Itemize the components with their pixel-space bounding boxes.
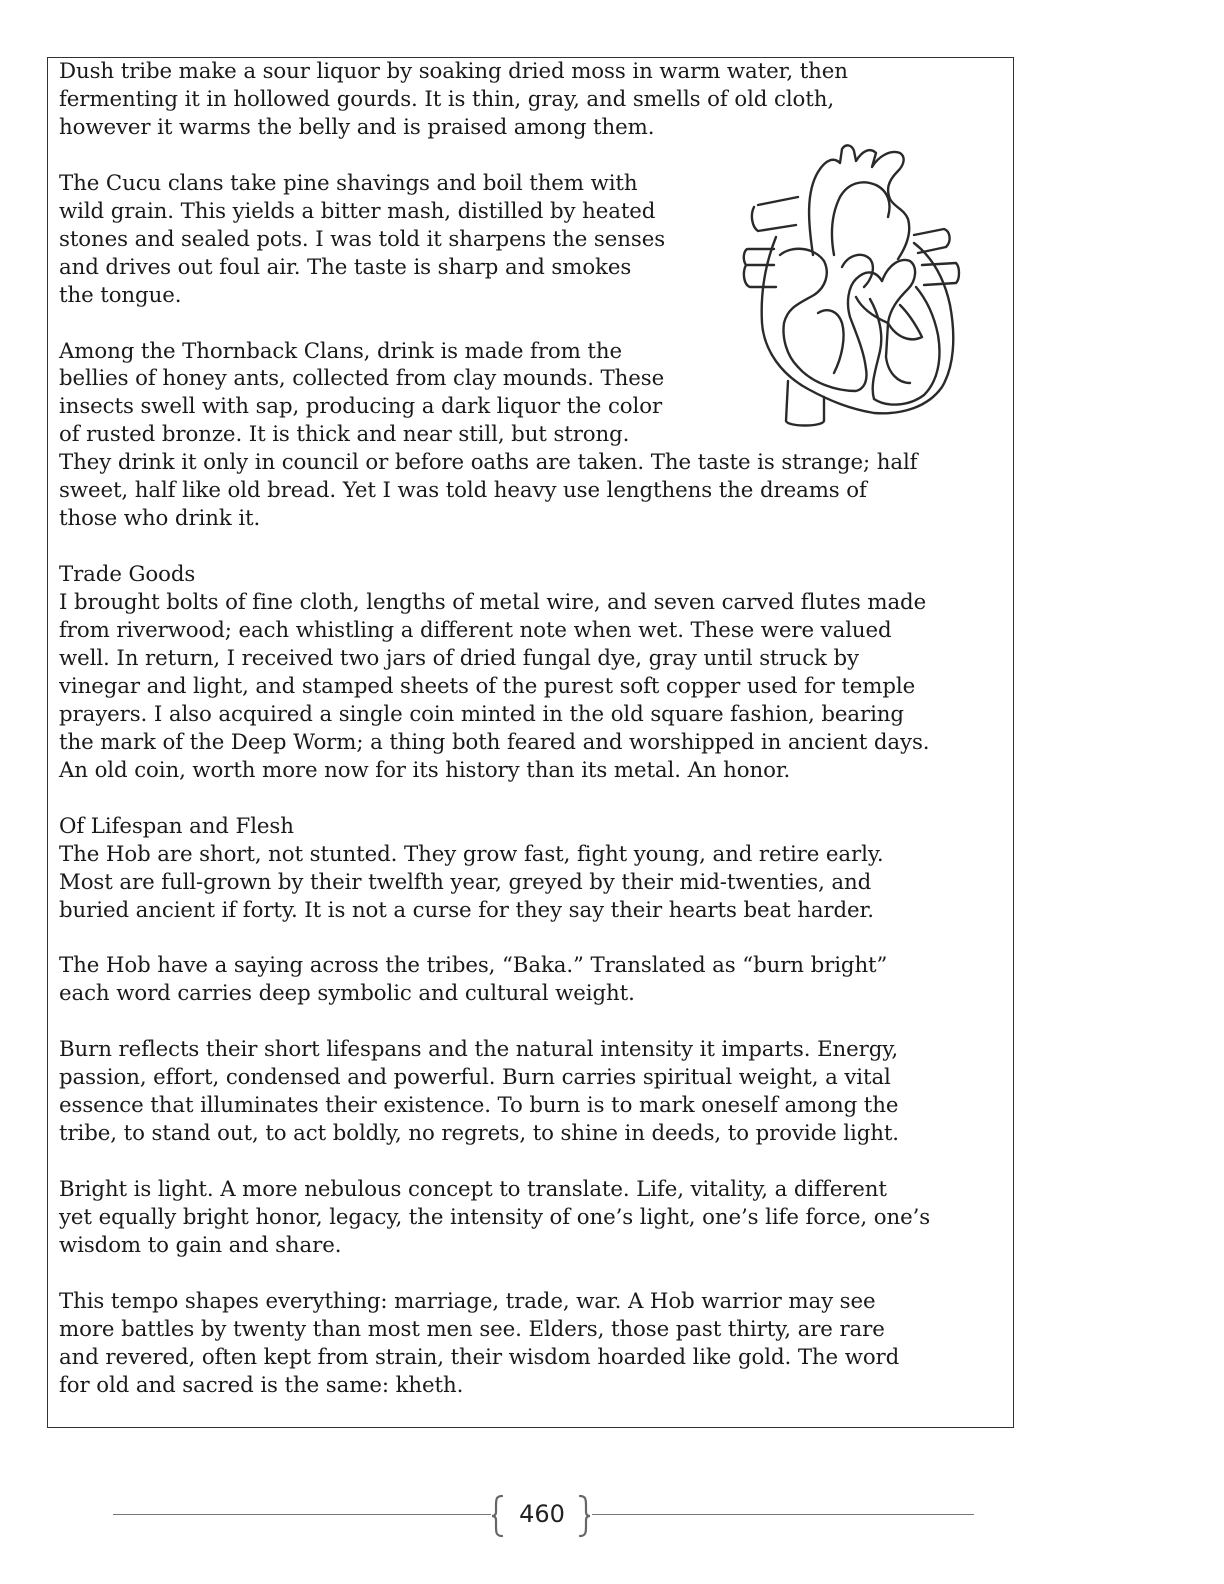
text-line: insects swell with sap, producing a dark liquor the color [59,394,663,420]
text-line: for old and sacred is the same: kheth. [59,1372,464,1398]
text-line: The Cucu clans take pine shavings and boil them with [59,170,638,196]
text-line: the tongue. [59,282,182,308]
text-line: wild grain. This yields a bitter mash, distilled by heated [59,198,656,224]
footer-rule-right [592,1514,974,1515]
text-line: however it warms the belly and is praised among them. [59,114,655,140]
text-line: The Hob have a saying across the tribes, “Baka.” Translated as “burn bright” [59,953,888,979]
paragraph-burn [59,1036,1009,1148]
left-brace-icon [490,1494,504,1538]
text-line: Bright is light. A more nebulous concept to translate. Life, vitality, a different [59,1177,887,1203]
text-line: the mark of the Deep Worm; a thing both feared and worshipped in ancient days. [59,729,930,755]
text-line: from riverwood; each whistling a different note when wet. These were valued [59,618,892,644]
text-line: prayers. I also acquired a single coin minted in the old square fashion, bearing [59,701,904,727]
text-line: wisdom to gain and share. [59,1232,342,1258]
text-line: I brought bolts of fine cloth, lengths of metal wire, and seven carved flutes made [59,590,927,616]
text-line: Most are full-grown by their twelfth year, greyed by their mid-twenties, and [59,869,872,895]
text-line: Among the Thornback Clans, drink is made from the [59,338,622,364]
text-line: each word carries deep symbolic and cultural weight. [59,981,635,1007]
text-line: stones and sealed pots. I was told it sharpens the senses [59,226,666,252]
text-line: yet equally bright honor, legacy, the intensity of one’s light, one’s life force, one’s [59,1204,931,1230]
text-line: An old coin, worth more now for its history than its metal. An honor. [59,757,791,783]
text-line: Dush tribe make a sour liquor by soaking dried moss in warm water, then [59,59,848,84]
text-line: tribe, to stand out, to act boldly, no regrets, to shine in deeds, to provide light. [59,1121,899,1147]
section-trade-goods [59,561,1009,785]
text-line: and drives out foul air. The taste is sharp and smokes [59,254,632,280]
text-line: This tempo shapes everything: marriage, trade, war. A Hob warrior may see [59,1288,876,1314]
right-brace-icon [578,1494,592,1538]
paragraph-tempo [59,1288,1009,1400]
text-line: well. In return, I received two jars of dried fungal dye, gray until struck by [59,645,859,671]
text-line: sweet, half like old bread. Yet I was told heavy use lengthens the dreams of [59,478,867,504]
text-line: bellies of honey ants, collected from clay mounds. These [59,366,665,392]
section-lifespan [59,813,1009,925]
heart-anatomy-icon [738,137,966,432]
text-line: of rusted bronze. It is thick and near still, but strong. [59,422,630,448]
text-line: Burn reflects their short lifespans and the natural intensity it imparts. Energy, [59,1037,899,1063]
section-heading: Of Lifespan and Flesh [59,813,294,839]
text-line: They drink it only in council or before oaths are taken. The taste is strange; half [59,450,918,476]
paragraph-dush [59,58,1009,142]
text-line: essence that illuminates their existence. To burn is to mark oneself among the [59,1093,899,1119]
footer-rule-left [113,1514,491,1515]
text-line: those who drink it. [59,506,261,532]
section-heading: Trade Goods [59,562,196,588]
paragraph-baka [59,952,1009,1008]
text-line: and revered, often kept from strain, their wisdom hoarded like gold. The word [59,1344,900,1370]
text-line: passion, effort, condensed and powerful. Burn carries spiritual weight, a vital [59,1065,891,1091]
text-line: The Hob are short, not stunted. They grow fast, fight young, and retire early. [59,841,884,867]
text-line: fermenting it in hollowed gourds. It is thin, gray, and smells of old cloth, [59,86,834,112]
text-line: more battles by twenty than most men see. Elders, those past thirty, are rare [59,1316,885,1342]
paragraph-bright [59,1176,1009,1260]
text-line: vinegar and light, and stamped sheets of the purest soft copper used for temple [59,673,916,699]
page-number: 460 [519,1500,565,1528]
text-line: buried ancient if forty. It is not a curse for they say their hearts beat harder. [59,897,874,923]
